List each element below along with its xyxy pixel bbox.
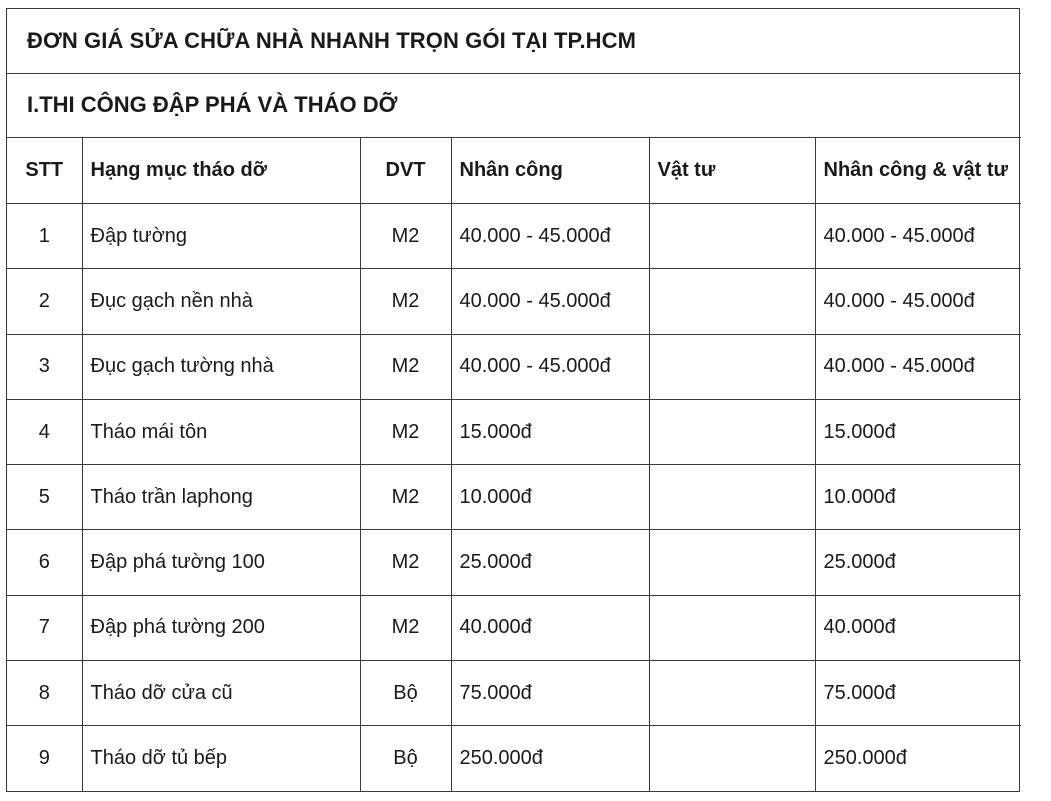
cell-stt: 7 <box>7 595 82 660</box>
cell-unit: M2 <box>360 399 451 464</box>
cell-material <box>649 399 815 464</box>
column-header-labor: Nhân công <box>451 137 649 203</box>
cell-material <box>649 530 815 595</box>
cell-unit: Bộ <box>360 726 451 791</box>
table-row <box>7 726 1021 791</box>
cell-item: Đập tường <box>82 204 360 269</box>
cell-stt: 4 <box>7 399 82 464</box>
cell-labor: 40.000 - 45.000đ <box>451 204 649 269</box>
cell-stt: 6 <box>7 530 82 595</box>
cell-total: 15.000đ <box>815 399 1021 464</box>
cell-labor: 40.000 - 45.000đ <box>451 334 649 399</box>
cell-stt: 2 <box>7 269 82 334</box>
cell-material <box>649 334 815 399</box>
cell-material <box>649 465 815 530</box>
cell-total: 75.000đ <box>815 660 1021 725</box>
cell-unit: M2 <box>360 334 451 399</box>
page-title: ĐƠN GIÁ SỬA CHỮA NHÀ NHANH TRỌN GÓI TẠI TP.HCM <box>7 9 1021 73</box>
cell-total: 10.000đ <box>815 465 1021 530</box>
cell-labor: 40.000 - 45.000đ <box>451 269 649 334</box>
cell-stt: 1 <box>7 204 82 269</box>
cell-item: Đục gạch tường nhà <box>82 334 360 399</box>
title-row <box>7 9 1021 73</box>
column-header-stt: STT <box>7 137 82 203</box>
cell-total: 40.000 - 45.000đ <box>815 204 1021 269</box>
table-row <box>7 660 1021 725</box>
cell-unit: M2 <box>360 595 451 660</box>
cell-item: Tháo dỡ cửa cũ <box>82 660 360 725</box>
price-table-sheet <box>6 8 1020 792</box>
section-title: I.THI CÔNG ĐẬP PHÁ VÀ THÁO DỠ <box>7 73 1021 137</box>
cell-total: 40.000 - 45.000đ <box>815 269 1021 334</box>
cell-item: Đập phá tường 100 <box>82 530 360 595</box>
cell-labor: 40.000đ <box>451 595 649 660</box>
table-row <box>7 399 1021 464</box>
column-header-unit: DVT <box>360 137 451 203</box>
price-table-body <box>7 9 1021 791</box>
cell-item: Đập phá tường 200 <box>82 595 360 660</box>
cell-stt: 3 <box>7 334 82 399</box>
column-header-material: Vật tư <box>649 137 815 203</box>
cell-labor: 250.000đ <box>451 726 649 791</box>
cell-material <box>649 660 815 725</box>
cell-material <box>649 204 815 269</box>
table-row <box>7 204 1021 269</box>
table-row <box>7 530 1021 595</box>
section-row <box>7 73 1021 137</box>
cell-labor: 10.000đ <box>451 465 649 530</box>
cell-stt: 9 <box>7 726 82 791</box>
table-row <box>7 334 1021 399</box>
cell-unit: M2 <box>360 465 451 530</box>
cell-labor: 15.000đ <box>451 399 649 464</box>
cell-item: Tháo dỡ tủ bếp <box>82 726 360 791</box>
column-header-item: Hạng mục tháo dỡ <box>82 137 360 203</box>
column-header-total: Nhân công & vật tư <box>815 137 1021 203</box>
cell-material <box>649 726 815 791</box>
table-row <box>7 465 1021 530</box>
cell-item: Tháo trần laphong <box>82 465 360 530</box>
cell-labor: 25.000đ <box>451 530 649 595</box>
cell-unit: M2 <box>360 269 451 334</box>
cell-unit: Bộ <box>360 660 451 725</box>
cell-total: 40.000 - 45.000đ <box>815 334 1021 399</box>
price-table <box>7 9 1021 791</box>
cell-total: 40.000đ <box>815 595 1021 660</box>
table-header-row <box>7 137 1021 203</box>
cell-labor: 75.000đ <box>451 660 649 725</box>
cell-total: 250.000đ <box>815 726 1021 791</box>
cell-stt: 5 <box>7 465 82 530</box>
table-row <box>7 595 1021 660</box>
cell-unit: M2 <box>360 204 451 269</box>
cell-material <box>649 269 815 334</box>
cell-item: Tháo mái tôn <box>82 399 360 464</box>
table-row <box>7 269 1021 334</box>
cell-total: 25.000đ <box>815 530 1021 595</box>
cell-unit: M2 <box>360 530 451 595</box>
cell-stt: 8 <box>7 660 82 725</box>
cell-item: Đục gạch nền nhà <box>82 269 360 334</box>
cell-material <box>649 595 815 660</box>
